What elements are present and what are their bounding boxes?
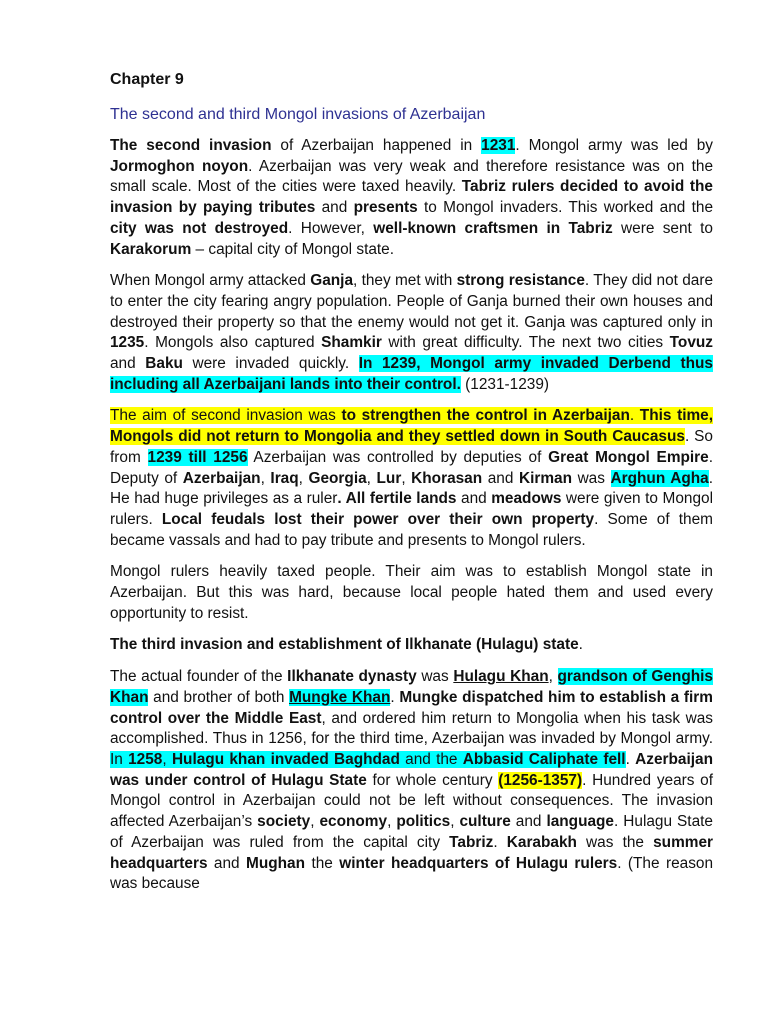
- bold-text-run: winter headquarters of Hulagu rulers: [339, 854, 618, 872]
- text-run: and: [207, 854, 247, 872]
- text-run: . Mongols also captured: [144, 334, 322, 352]
- bold-text-run: 1258: [128, 750, 163, 768]
- text-run: to Mongol invaders. This worked and the: [417, 199, 714, 217]
- bold-text-run: Georgia: [308, 469, 367, 487]
- bold-text-run: Tabriz rulers decided to avoid the invasion by paying tributes: [110, 178, 713, 217]
- text-run: was the: [576, 833, 654, 851]
- text-run: with great difficulty. The next two cities: [381, 334, 670, 352]
- text-run: . So from: [110, 428, 713, 466]
- text-run: . Azerbaijan was very weak and therefore resistance was on the small scale. Most of the cities were taxed heavily.: [110, 157, 713, 196]
- text-run: and: [110, 355, 146, 373]
- text-run: . Hulagu State of Azerbaijan was ruled from the capital city: [110, 813, 713, 851]
- chapter-title: The second and third Mongol invasions of Azerbaijan: [110, 106, 486, 123]
- text-run: . They did not dare to enter the city fearing angry population. People of Ganja burned their own houses and destroyed their property so that the enemy would not get it. Ganja was captured only in: [110, 272, 714, 331]
- bold-text-run: Great Mongol Empire: [548, 448, 709, 466]
- bold-text-run: Lur: [376, 469, 402, 487]
- bold-text-run: politics: [396, 813, 451, 831]
- bold-text-run: language: [546, 813, 614, 831]
- text-run: . He had huge privileges as a ruler: [110, 469, 713, 508]
- paragraph: [110, 562, 713, 624]
- bold-text-run: Ilkhanate dynasty: [287, 668, 417, 686]
- text-run: ,: [162, 750, 172, 768]
- bold-text-run: 1231: [481, 137, 516, 154]
- bold-text-run: Iraq: [270, 469, 299, 487]
- paragraph: [110, 667, 713, 895]
- section-heading: [110, 635, 713, 656]
- paragraph: [110, 406, 713, 551]
- text-run: . Hundred years of Mongol control in Azerbaijan could not be left without consequences. The invasion affected Azerbaijan’s: [110, 771, 713, 831]
- text-run: .: [629, 407, 640, 425]
- text-run: and: [315, 199, 354, 217]
- bold-text-run: Karakorum: [110, 240, 192, 258]
- text-run: the: [305, 854, 340, 872]
- bold-text-run: Mughan: [246, 854, 306, 872]
- text-run: and the: [399, 750, 463, 768]
- text-run: for whole century: [366, 771, 499, 789]
- text-run: .: [493, 833, 507, 851]
- text-run: ,: [366, 469, 377, 487]
- text-run: ,: [387, 813, 397, 831]
- bold-text-run: meadows: [491, 490, 562, 508]
- bold-text-run: city was not destroyed: [110, 219, 289, 237]
- text-run: and: [510, 813, 547, 831]
- text-run: The actual founder of the: [110, 668, 288, 686]
- bold-text-run: grandson of Genghis Khan: [110, 668, 713, 706]
- bold-text-run: Kirman: [518, 469, 572, 487]
- text-run: ,: [298, 469, 309, 487]
- bold-text-run: summer headquarters: [110, 833, 713, 872]
- bold-text-run: Mungke dispatched him to establish a firm control over the Middle East: [110, 688, 713, 727]
- bold-text-run: strong resistance: [456, 272, 585, 290]
- bold-text-run: presents: [353, 199, 418, 217]
- paragraph: [110, 136, 713, 260]
- text-run: . However,: [288, 219, 374, 237]
- text-run: When Mongol army attacked: [110, 272, 311, 290]
- text-run: – capital city of Mongol state.: [191, 240, 395, 258]
- bold-text-run: culture: [459, 813, 511, 831]
- text-run: .: [625, 750, 636, 768]
- bold-text-run: The third invasion and establishment of Ilkhanate (Hulagu) state: [110, 636, 579, 654]
- text-run: Azerbaijan was controlled by deputies of: [247, 448, 549, 466]
- bold-text-run: Mungke Khan: [289, 688, 391, 706]
- text-run: ,: [401, 469, 412, 487]
- text-run: ,: [450, 813, 460, 831]
- text-run: ,: [260, 469, 271, 487]
- text-run: was: [416, 668, 454, 686]
- bold-text-run: Shamkir: [321, 334, 382, 352]
- text-run: and: [456, 490, 492, 508]
- bold-text-run: Hulagu khan invaded Baghdad: [171, 750, 400, 768]
- bold-text-run: Local feudals lost their power over their own property: [161, 510, 595, 528]
- text-run: The aim of second invasion was: [110, 407, 342, 425]
- text-run: . Some of them became vassals and had to pay tribute and presents to Mongol rulers.: [110, 510, 713, 549]
- bold-text-run: Tovuz: [669, 334, 713, 352]
- text-run: .: [578, 636, 583, 654]
- text-run: of Azerbaijan happened in: [271, 137, 482, 154]
- bold-text-run: 1239 till 1256: [147, 448, 248, 466]
- bold-text-run: Jormoghon noyon: [110, 157, 249, 175]
- text-run: Mongol rulers heavily taxed people. Their aim was to establish Mongol state in Azerbaijan. But this was hard, because local people hated them and used every opportunity to resist.: [110, 563, 713, 622]
- chapter-label: Chapter 9: [110, 71, 184, 88]
- text-run: were given to Mongol rulers.: [110, 490, 713, 528]
- bold-text-run: Azerbaijan: [182, 469, 261, 487]
- bold-text-run: This time, Mongols did not return to Mongolia and they settled down in South Caucasus: [110, 407, 713, 446]
- bold-text-run: well-known craftsmen in Tabriz: [373, 219, 613, 237]
- bold-text-run: Khorasan: [411, 469, 483, 487]
- bold-text-run: Karabakh: [506, 833, 577, 851]
- text-run: . Deputy of: [110, 448, 714, 487]
- bold-text-run: Hulagu Khan: [453, 668, 549, 686]
- bold-text-run: economy: [319, 813, 388, 831]
- bold-text-run: Azerbaijan was under control of Hulagu State: [110, 750, 713, 789]
- text-run: , and ordered him return to Mongolia when his task was accomplished. Thus in 1256, for the third time, Azerbaijan was invaded by Mongol army.: [110, 709, 713, 748]
- text-run: .: [390, 688, 400, 706]
- bold-text-run: Baku: [145, 355, 183, 373]
- bold-text-run: In 1239, Mongol army invaded Derbend thus including all Azerbaijani lands into their control.: [110, 355, 713, 393]
- bold-text-run: The second invasion: [110, 137, 272, 154]
- bold-text-run: (1256-1357): [498, 771, 583, 789]
- bold-text-run: Ganja: [310, 272, 354, 290]
- bold-text-run: Tabriz: [449, 833, 494, 851]
- text-run: and brother of both: [148, 688, 290, 706]
- bold-text-run: 1235: [110, 334, 145, 352]
- text-run: and: [482, 469, 519, 487]
- text-run: (1231-1239): [460, 375, 550, 393]
- text-run: In: [110, 750, 129, 768]
- text-run: was: [572, 469, 611, 487]
- bold-text-run: to strengthen the control in Azerbaijan: [341, 407, 630, 425]
- text-run: were sent to: [612, 219, 713, 237]
- bold-text-run: Abbasid Caliphate fell: [462, 750, 626, 768]
- text-run: . Mongol army was led by: [515, 137, 713, 154]
- text-run: were invaded quickly.: [182, 355, 359, 373]
- bold-text-run: society: [257, 813, 311, 831]
- bold-text-run: Arghun Agha: [610, 469, 709, 487]
- bold-text-run: . All fertile lands: [337, 490, 457, 508]
- text-run: , they met with: [353, 272, 457, 290]
- text-run: . (The reason was because: [110, 854, 714, 893]
- text-run: ,: [310, 813, 320, 831]
- paragraph: [110, 271, 713, 395]
- text-run: ,: [548, 668, 558, 686]
- text-column: [110, 70, 713, 906]
